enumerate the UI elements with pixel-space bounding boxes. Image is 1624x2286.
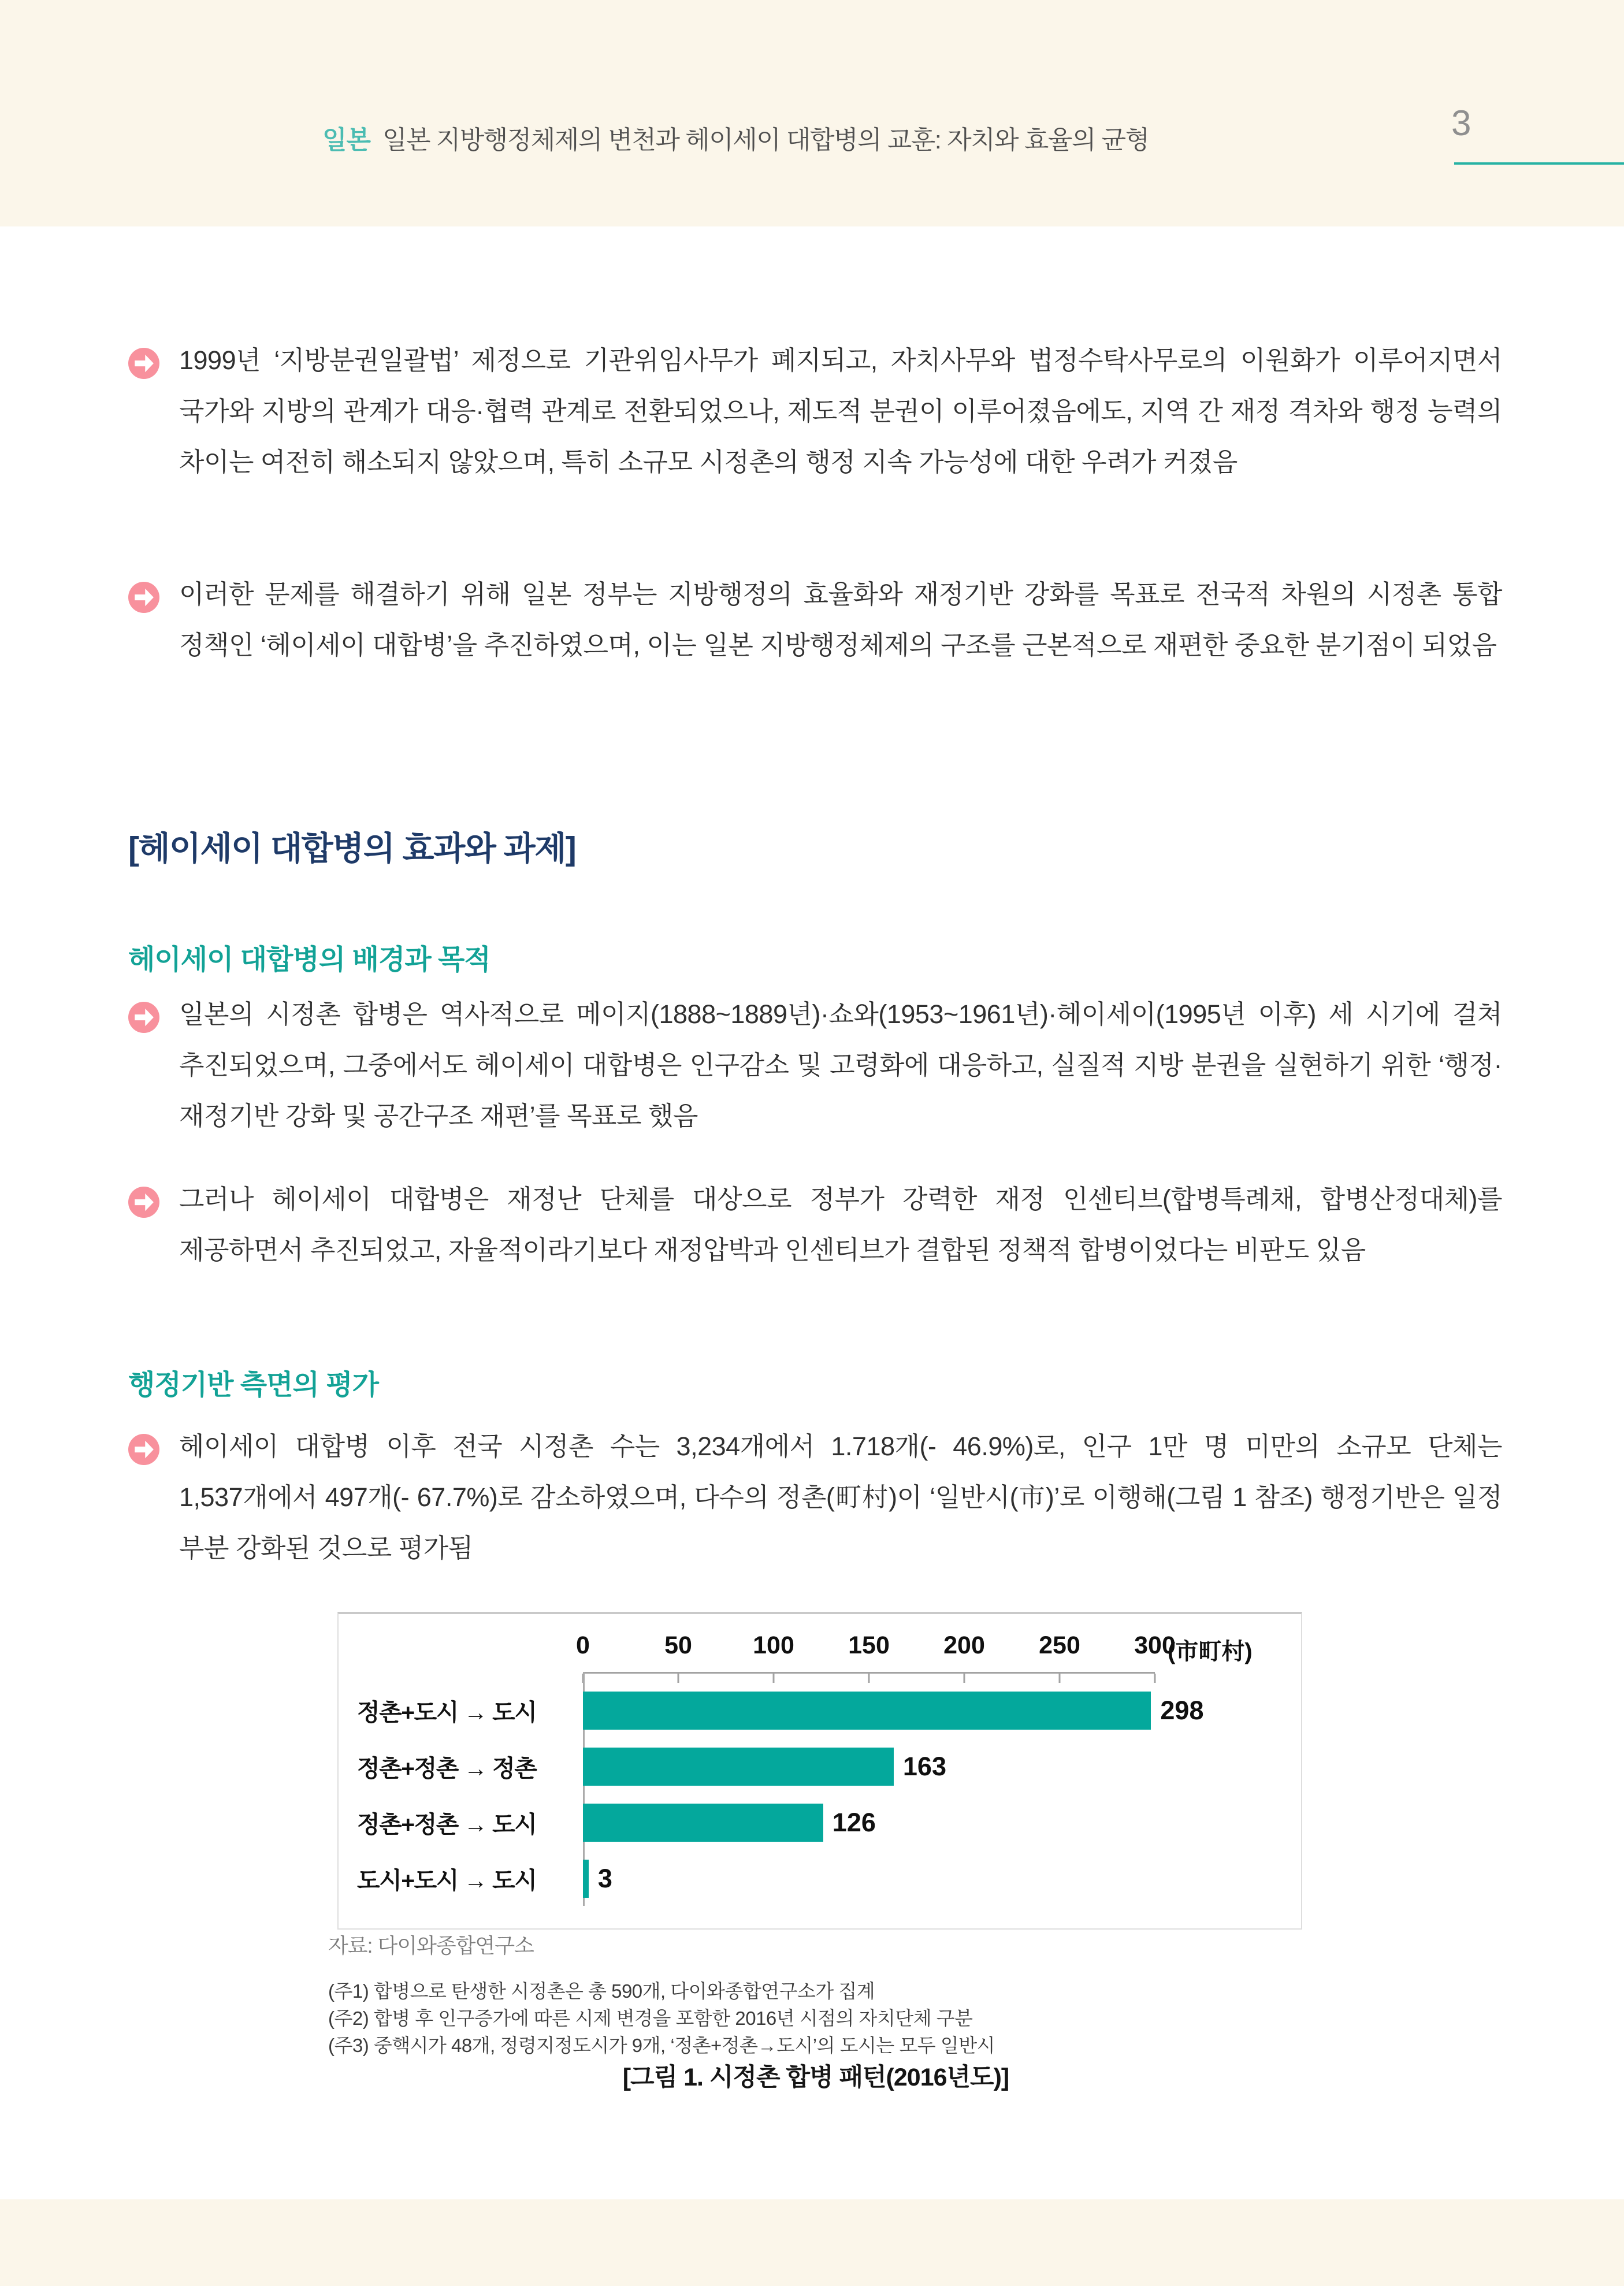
category-label: 정촌+정촌 → 정촌 (357, 1755, 537, 1782)
x-tick-mark (678, 1674, 679, 1683)
chart-note-3: (주3) 중핵시가 48개, 정령지정도시가 9개, ‘정촌+정촌→도시’의 도시는 모두 일반시 (328, 2035, 995, 2056)
header-title: 일본 지방행정체제의 변천과 헤이세이 대합병의 교훈: 자치와 효율의 균형 (382, 126, 1149, 154)
bar-plot-area (583, 1804, 1155, 1842)
x-axis-unit-label: (市町村) (1168, 1639, 1253, 1664)
chart-rows (339, 1682, 1301, 1906)
category-label: 정촌+도시 → 도시 (357, 1699, 537, 1726)
chart-row (339, 1850, 1301, 1906)
x-tick-mark (773, 1674, 775, 1683)
arrow-circle-icon (128, 1184, 159, 1215)
arrow-circle-icon (128, 999, 159, 1030)
bullet-text: 그러나 헤이세이 대합병은 재정난 단체를 대상으로 정부가 강력한 재정 인센티브(합병특례채, 합병산정대체)를 제공하면서 추진되었고, 자율적이라기보다 재정압박과 인센티브가 결합된 정책적 합병이었다는 비판도 있음 (179, 1184, 1502, 1265)
bar-value-label: 298 (1160, 1695, 1204, 1725)
arrow-circle-icon (128, 1431, 159, 1462)
bullet-text: 이러한 문제를 해결하기 위해 일본 정부는 지방행정의 효율화와 재정기반 강화를 목표로 전국적 차원의 시정촌 통합 정책인 ‘헤이세이 대합병’을 추진하였으며, 이는 일본 지방행정체제의 구조를 근본적으로 재편한 중요한 분기점이 되었음 (179, 579, 1502, 660)
chart-source: 자료: 다이와종합연구소 (328, 1934, 534, 1957)
bullet-paragraph (128, 335, 1502, 488)
bullet-text: 1999년 ‘지방분권일괄법’ 제정으로 기관위임사무가 폐지되고, 자치사무와 법정수탁사무로의 이원화가 이루어지면서 국가와 지방의 관계가 대응·협력 관계로 전환되었으나, 제도적 분권이 이루어졌음에도, 지역 간 재정 격차와 행정 능력의 차이는 여전히 해소되지 않았으며, 특히 소규모 시정촌의 행정 지속 가능성에 대한 우려가 커졌음 (179, 345, 1502, 477)
page-header (0, 0, 1624, 226)
bullet-text: 일본의 시정촌 합병은 역사적으로 메이지(1888~1889년)·쇼와(1953~1961년)·헤이세이(1995년 이후) 세 시기에 걸쳐 추진되었으며, 그중에서도 헤이세이 대합병은 인구감소 및 고령화에 대응하고, 실질적 지방 분권을 실현하기 위한 ‘행정·재정기반 강화 및 공간구조 재편’를 목표로 했음 (179, 999, 1502, 1131)
bar-plot-area (583, 1860, 1155, 1898)
x-tick-label: 100 (753, 1631, 794, 1659)
category-label: 도시+도시 → 도시 (357, 1867, 537, 1894)
bullet-paragraph (128, 1174, 1502, 1276)
header-country-tag: 일본 (322, 126, 371, 154)
x-tick-label: 50 (664, 1631, 692, 1659)
chart-row (339, 1738, 1301, 1794)
bar-plot-area (583, 1692, 1204, 1730)
chart-note-2: (주2) 합병 후 인구증가에 따른 시제 변경을 포함한 2016년 시점의 자치단체 구분 (328, 2008, 973, 2029)
x-tick-mark (1059, 1674, 1061, 1683)
category-label: 정촌+정촌 → 도시 (357, 1811, 537, 1838)
bullet-paragraph (128, 569, 1502, 671)
bar-plot-area (583, 1748, 1155, 1786)
bar-value-label: 163 (902, 1751, 946, 1781)
figure-1 (328, 1612, 1303, 2093)
subsection-heading-background-purpose: 헤이세이 대합병의 배경과 목적 (128, 944, 490, 975)
x-tick-label: 0 (576, 1631, 590, 1659)
page-number: 3 (1451, 103, 1471, 143)
x-tick-label: 200 (943, 1631, 985, 1659)
arrow-circle-icon (128, 345, 159, 376)
x-tick-label: 250 (1039, 1631, 1080, 1659)
bullet-paragraph (128, 989, 1502, 1142)
bar (583, 1860, 589, 1898)
chart-row (339, 1682, 1301, 1738)
subsection-heading-admin-evaluation: 행정기반 측면의 평가 (128, 1369, 378, 1400)
merger-pattern-bar-chart (337, 1612, 1302, 1930)
chart-row (339, 1794, 1301, 1850)
x-axis-ruler (583, 1672, 1155, 1674)
bar (583, 1804, 823, 1842)
bullet-text: 헤이세이 대합병 이후 전국 시정촌 수는 3,234개에서 1.718개(- 46.9%)로, 인구 1만 명 미만의 소규모 단체는 1,537개에서 497개(- 67.7%)로 감소하였으며, 다수의 정촌(町村)이 ‘일반시(市)’로 이행해(그림 1 참조) 행정기반은 일정 부분 강화된 것으로 평가됨 (179, 1432, 1502, 1563)
x-tick-label: 150 (848, 1631, 890, 1659)
bottom-margin-band (0, 2199, 1624, 2286)
arrow-circle-icon (128, 579, 159, 610)
x-tick-label: 300 (1134, 1631, 1176, 1659)
bar (583, 1748, 894, 1786)
figure-caption: [그림 1. 시정촌 합병 패턴(2016년도)] (622, 2064, 1009, 2091)
x-tick-mark (868, 1674, 870, 1683)
section-heading: [헤이세이 대합병의 효과와 과제] (128, 830, 576, 868)
bar (583, 1692, 1151, 1730)
bar-value-label: 126 (832, 1807, 876, 1837)
x-axis-tick-labels (576, 1631, 1253, 1664)
bullet-paragraph (128, 1421, 1502, 1574)
chart-note-1: (주1) 합병으로 탄생한 시정촌은 총 590개, 다이와종합연구소가 집계 (328, 1980, 875, 2002)
header-accent-line (1454, 162, 1624, 165)
x-tick-mark (964, 1674, 965, 1683)
x-tick-mark (1154, 1674, 1156, 1683)
bar-value-label: 3 (597, 1863, 612, 1893)
